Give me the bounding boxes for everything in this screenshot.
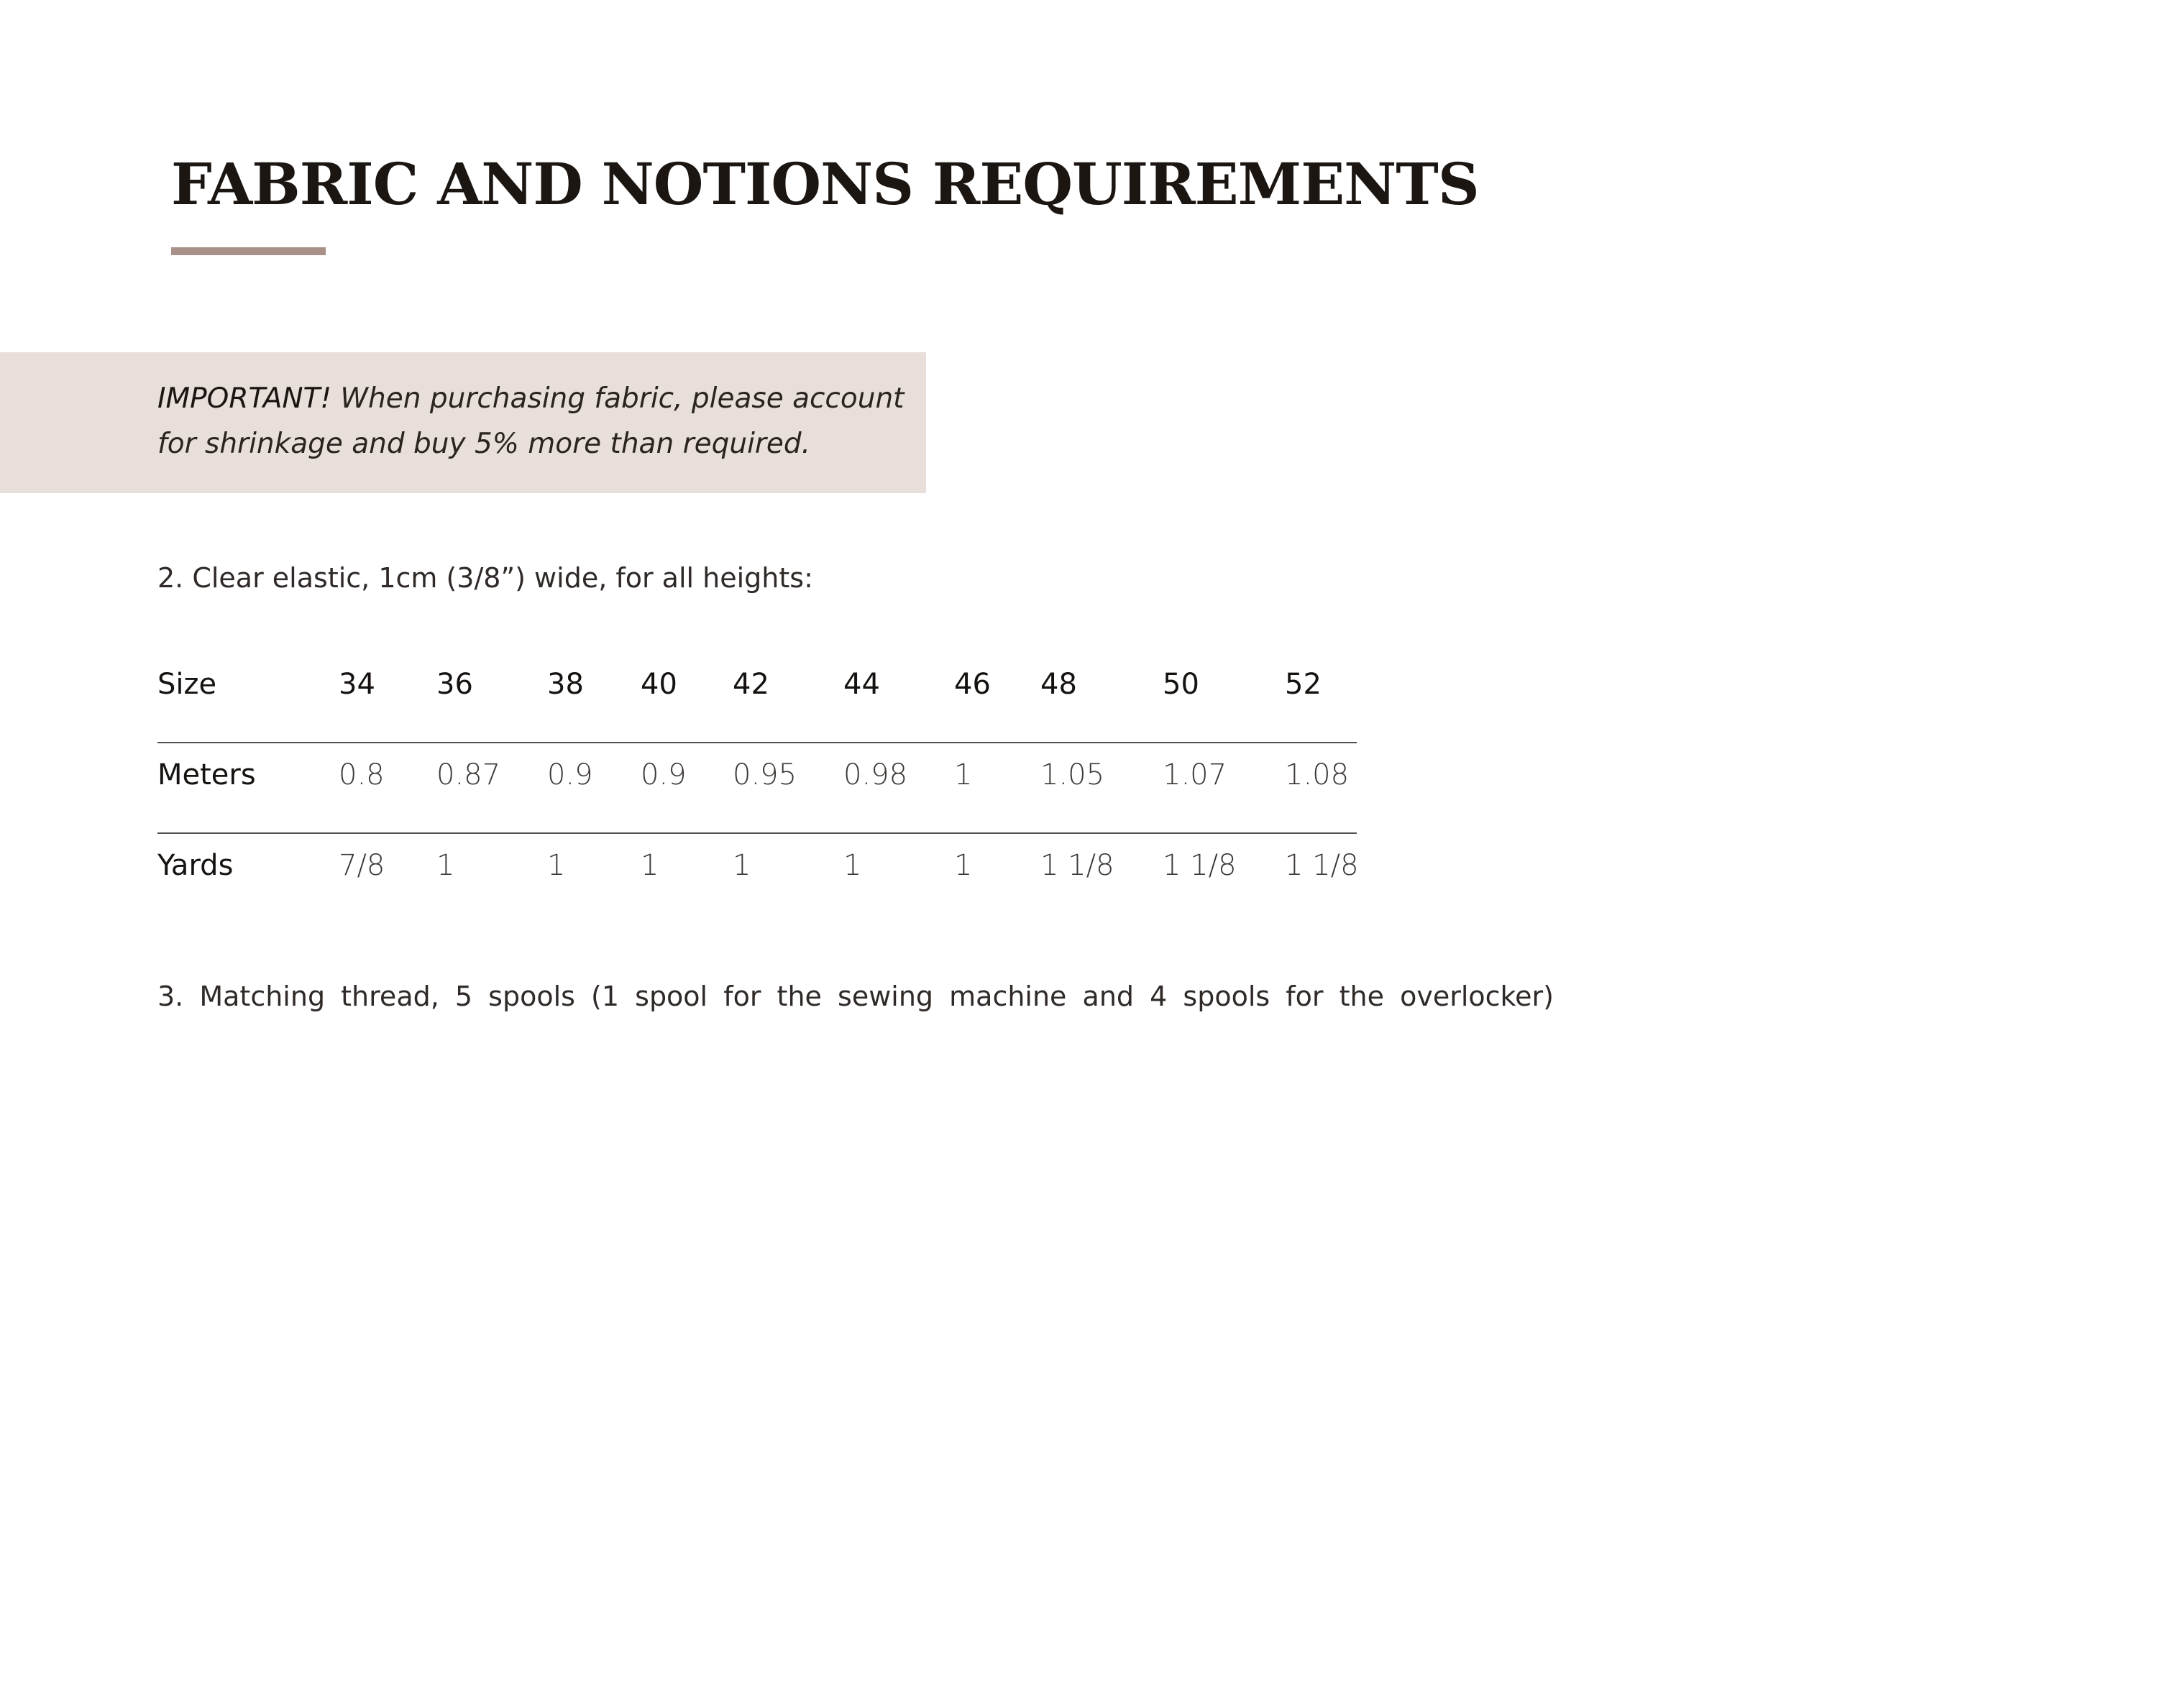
title-underline <box>171 247 326 255</box>
yards-cell: 1 <box>641 849 659 882</box>
meters-cell: 0.87 <box>436 758 501 791</box>
yards-cell: 1 <box>954 849 973 882</box>
meters-cell: 0.9 <box>547 758 593 791</box>
size-cell: 48 <box>1040 668 1077 701</box>
meters-cell: 1.08 <box>1285 758 1350 791</box>
yards-cell: 1 1/8 <box>1285 849 1359 882</box>
table-row-meters <box>157 743 1357 834</box>
meters-cell: 1 <box>954 758 973 791</box>
meters-cell: 1.05 <box>1040 758 1105 791</box>
size-cell: 50 <box>1163 668 1199 701</box>
elastic-requirement: 2. Clear elastic, 1cm (3/8”) wide, for all heights: <box>157 562 813 594</box>
yards-cell: 1 1/8 <box>1163 849 1237 882</box>
size-cell: 42 <box>733 668 769 701</box>
thread-requirement: 3. Matching thread, 5 spools (1 spool for the sewing machine and 4 spools for the overlocker) <box>157 981 1554 1012</box>
important-note-text: When purchasing fabric, please account for shrinkage and buy 5% more than required. <box>157 382 905 460</box>
important-note <box>157 376 920 467</box>
size-cell: 52 <box>1285 668 1322 701</box>
page-title: FABRIC AND NOTIONS REQUIREMENTS <box>171 150 1479 218</box>
yards-cell: 1 <box>733 849 751 882</box>
size-cell: 40 <box>641 668 677 701</box>
elastic-size-table <box>157 653 1357 924</box>
size-cell: 38 <box>547 668 584 701</box>
table-row-size <box>157 653 1357 743</box>
size-cell: 34 <box>339 668 375 701</box>
yards-cell: 7/8 <box>339 849 385 882</box>
yards-cell: 1 1/8 <box>1040 849 1114 882</box>
yards-cell: 1 <box>436 849 455 882</box>
size-cell: 36 <box>436 668 473 701</box>
table-row-yards <box>157 834 1357 924</box>
row-label-yards: Yards <box>157 849 234 882</box>
yards-cell: 1 <box>843 849 862 882</box>
meters-cell: 0.98 <box>843 758 908 791</box>
meters-cell: 1.07 <box>1163 758 1227 791</box>
row-label-size: Size <box>157 668 217 701</box>
important-label: IMPORTANT! <box>157 382 332 415</box>
meters-cell: 0.9 <box>641 758 687 791</box>
yards-cell: 1 <box>547 849 566 882</box>
row-label-meters: Meters <box>157 758 256 791</box>
meters-cell: 0.8 <box>339 758 385 791</box>
size-cell: 46 <box>954 668 991 701</box>
meters-cell: 0.95 <box>733 758 797 791</box>
size-cell: 44 <box>843 668 880 701</box>
